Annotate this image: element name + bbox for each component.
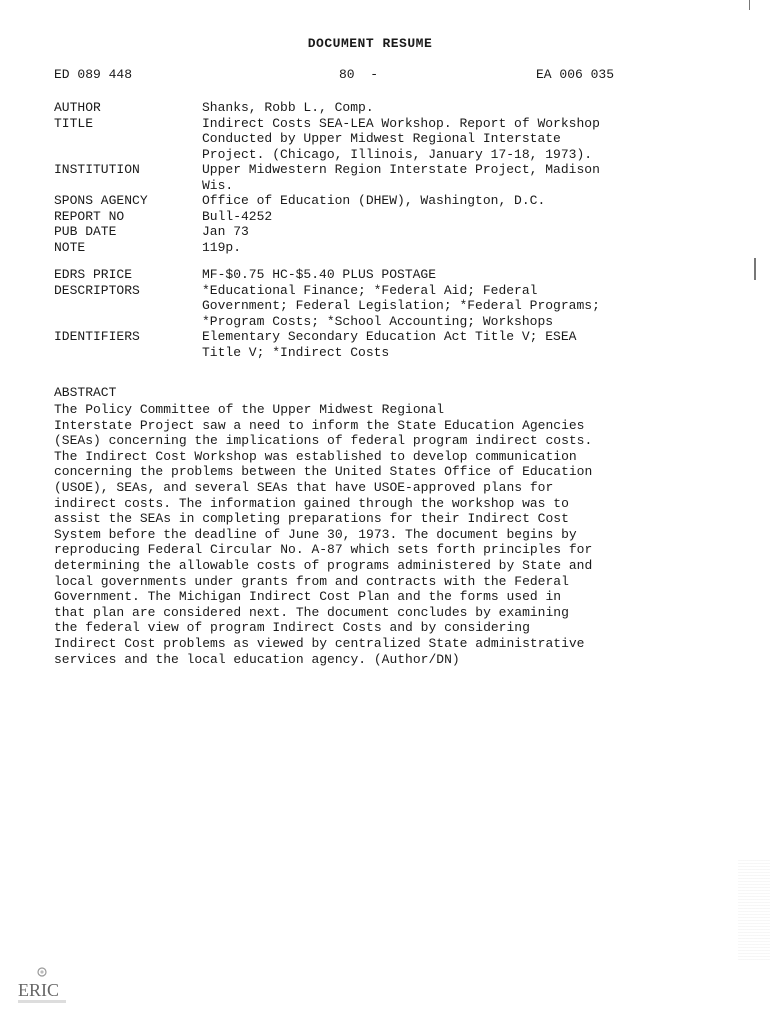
eric-logo-text: ERIC bbox=[18, 980, 60, 1000]
field-value: 119p. bbox=[202, 239, 242, 255]
field-value: Bull-4252 bbox=[202, 208, 273, 224]
field-value: Jan 73 bbox=[202, 224, 249, 239]
field-spons-agency bbox=[54, 193, 714, 209]
field-label: IDENTIFIERS bbox=[54, 329, 140, 344]
field-label: INSTITUTION bbox=[54, 162, 140, 177]
field-value: *Educational Finance; *Federal Aid; Federal Government; Federal Legislation; *Federal Programs; *Program Costs; *School Accounting; Workshops bbox=[202, 282, 600, 329]
field-label: NOTE bbox=[54, 239, 86, 255]
field-title bbox=[54, 116, 714, 163]
field-label: EDRS PRICE bbox=[54, 267, 133, 282]
field-value: Indirect Costs SEA-LEA Workshop. Report of Workshop Conducted by Upper Midwest Regional Interstate Project. (Chicago, Illinois, January 17-18, 1973). bbox=[202, 115, 600, 162]
field-label: AUTHOR bbox=[54, 100, 101, 115]
eric-logo-icon bbox=[16, 966, 68, 1006]
document-title: DOCUMENT RESUME bbox=[307, 36, 433, 51]
page-mark: - bbox=[370, 67, 379, 82]
scan-noise bbox=[738, 860, 770, 960]
field-value: Office of Education (DHEW), Washington, D.C. bbox=[202, 193, 546, 208]
field-pub-date bbox=[54, 224, 714, 240]
metadata-fields bbox=[54, 100, 714, 360]
document-header-row bbox=[54, 67, 654, 83]
field-descriptors bbox=[54, 283, 714, 330]
field-label: PUB DATE bbox=[54, 224, 117, 239]
scan-edge-mark bbox=[754, 258, 756, 280]
field-note bbox=[54, 240, 714, 256]
ea-number: EA 006 035 bbox=[536, 67, 615, 82]
field-identifiers bbox=[54, 329, 714, 360]
field-gap bbox=[54, 255, 714, 267]
field-label: DESCRIPTORS bbox=[54, 282, 140, 298]
field-value: Elementary Secondary Education Act Title V; ESEA Title V; *Indirect Costs bbox=[202, 329, 577, 360]
field-edrs-price bbox=[54, 267, 714, 283]
page-number bbox=[339, 67, 378, 82]
abstract-text: The Policy Committee of the Upper Midwest Regional Interstate Project saw a need to inform the State Education Agencies (SEAs) concerning the implications of federal program indirect costs. The Indirect Cost Workshop was established to develop communication concerning the problems between the United States Office of Education (USOE), SEAs, and several SEAs that have USOE-approved plans for indirect costs. The information gained through the workshop was to assist the SEAs in completing preparations for their Indirect Cost System before the deadline of June 30, 1973. The document begins by reproducing Federal Circular No. A-87 which sets forth principles for determining the allowable costs of programs administered by State and local governments under grants from and contracts with the Federal Government. The Michigan Indirect Cost Plan and the forms used in that plan are considered next. The document concludes by examining the federal view of program Indirect Costs and by considering Indirect Cost problems as viewed by centralized State administrative services and the local education agency. (Author/DN) bbox=[54, 402, 593, 667]
ed-number: ED 089 448 bbox=[54, 67, 133, 82]
field-label: SPONS AGENCY bbox=[54, 193, 148, 208]
field-value: Upper Midwestern Region Interstate Project, Madison Wis. bbox=[202, 162, 600, 193]
field-report-no bbox=[54, 209, 714, 225]
field-author bbox=[54, 100, 714, 116]
scan-edge-mark bbox=[749, 0, 750, 10]
abstract-label: ABSTRACT bbox=[54, 385, 117, 400]
field-label: TITLE bbox=[54, 115, 94, 131]
field-label: REPORT NO bbox=[54, 208, 125, 224]
page-number-value: 80 bbox=[339, 67, 355, 82]
field-value: MF-$0.75 HC-$5.40 PLUS POSTAGE bbox=[202, 267, 437, 282]
field-value: Shanks, Robb L., Comp. bbox=[202, 100, 374, 115]
field-institution bbox=[54, 162, 714, 193]
